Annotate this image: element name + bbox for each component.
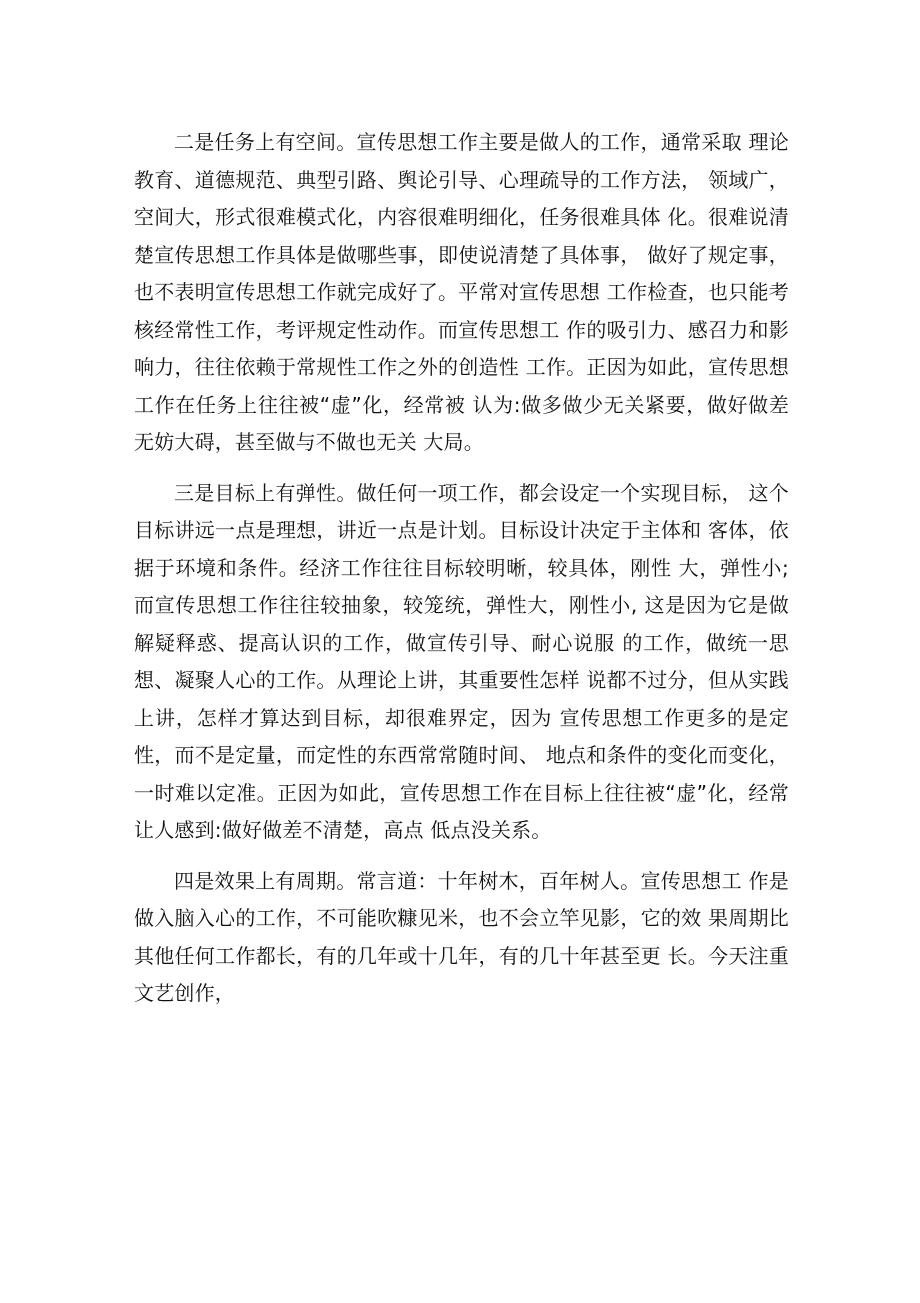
paragraph-effect-cycle: 四是效果上有周期。常言道：十年树木，百年树人。宣传思想工 作是做入脑入心的工作，不可能吹糠见米，也不会立竿见影，它的效 果周期比其他任何工作都长，有的几年或十几年，有的几十年甚至更 长。今天注重文艺创作， xyxy=(134,868,789,1005)
paragraph-goal-elasticity: 三是目标上有弹性。做任何一项工作，都会设定一个实现目标， 这个目标讲远一点是理想，讲近一点是计划。目标设计决定于主体和 客体，依据于环境和条件。经济工作往往目标较明晰，较具体，刚性 大，弹性小;而宣传思想工作往往较抽象，较笼统，弹性大，刚性小, 这是因为它是做解疑释惑、提高认识的工作，做宣传引导、耐心说服 的工作，做统一思想、凝聚人心的工作。从理论上讲，其重要性怎样 说都不过分，但从实践上讲，怎样才算达到目标，却很难界定，因为 宣传思想工作更多的是定性，而不是定量，而定性的东西常常随时间、 地点和条件的变化而变化，一时难以定准。正因为如此，宣传思想工作在目标上往往被“虚”化，经常让人感到:做好做差不清楚，高点 低点没关系。 xyxy=(134,480,789,842)
paragraph-task-space: 二是任务上有空间。宣传思想工作主要是做人的工作，通常采取 理论教育、道德规范、典型引路、舆论引导、心理疏导的工作方法， 领域广，空间大，形式很难模式化，内容很难明细化，任务很难具体 化。很难说清楚宣传思想工作具体是做哪些事，即使说清楚了具体事， 做好了规定事，也不表明宣传思想工作就完成好了。平常对宣传思想 工作检查，也只能考核经常性工作，考评规定性动作。而宣传思想工 作的吸引力、感召力和影响力，往往依赖于常规性工作之外的创造性 工作。正因为如此，宣传思想工作在任务上往往被“虚”化，经常被 认为:做多做少无关紧要，做好做差无妨大碍，甚至做与不做也无关 大局。 xyxy=(134,130,789,454)
document-body xyxy=(134,124,789,1013)
